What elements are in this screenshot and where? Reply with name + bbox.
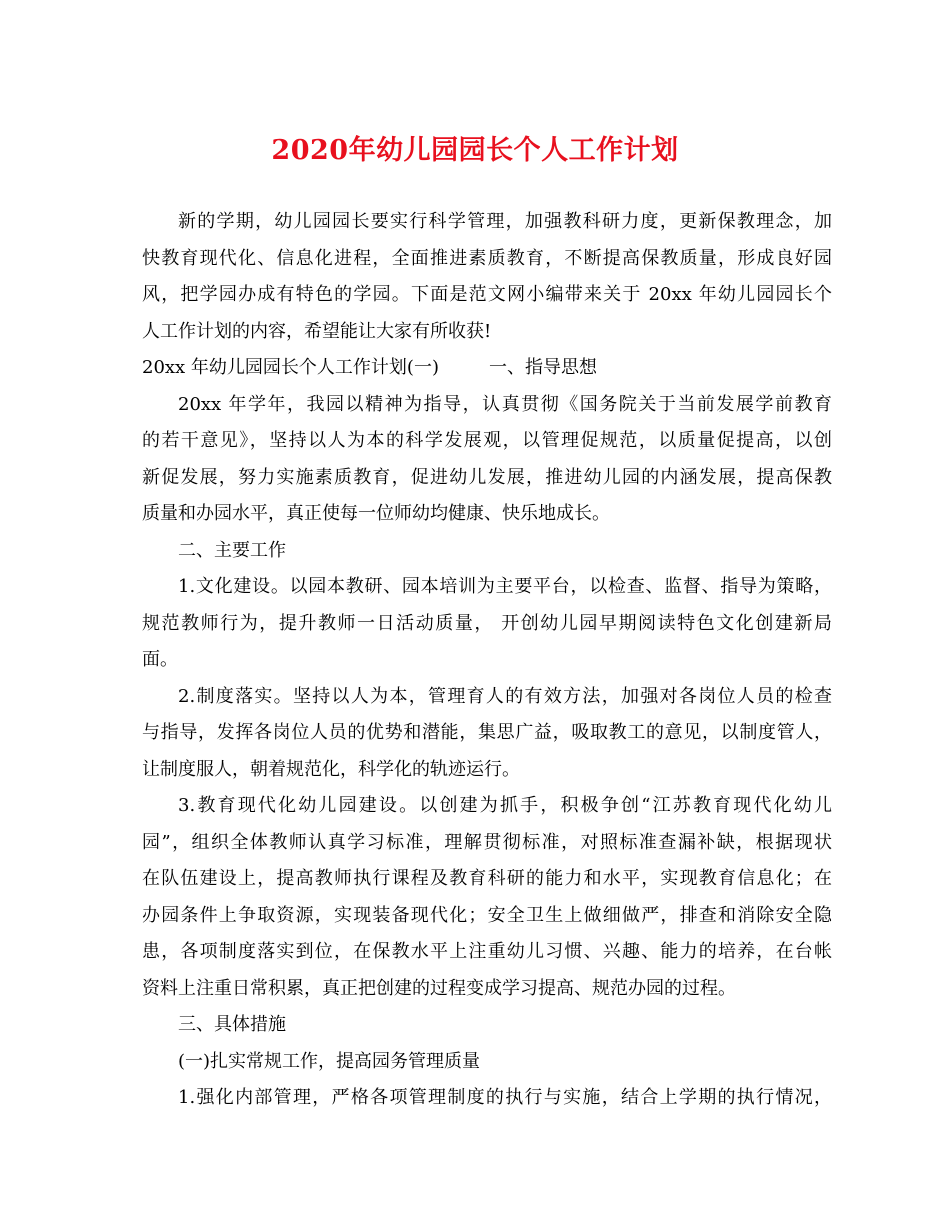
- paragraph-line: 人工作计划的内容，希望能让大家有所收获!: [142, 320, 492, 342]
- paragraph-line: 1.文化建设。以园本教研、园本培训为主要平台，以检查、监督、指导为策略，: [178, 576, 832, 597]
- paragraph-line: 与指导，发挥各岗位人员的优势和潜能，集思广益，吸取教工的意见，以制度管人，: [142, 722, 832, 743]
- document-title: 2020年幼儿园园长个人工作计划: [271, 135, 679, 166]
- paragraph-line: 患，各项制度落实到位，在保教水平上注重幼儿习惯、兴趣、能力的培养，在台帐: [142, 941, 832, 962]
- document-body: [142, 204, 832, 1117]
- paragraph-line: 让制度服人，朝着规范化，科学化的轨迹运行。: [142, 758, 520, 780]
- paragraph-line: 面。: [142, 649, 178, 670]
- section-line: [142, 350, 832, 387]
- paragraph-line: 质量和办园水平，真正使每一位师幼均健康、快乐地成长。: [142, 503, 610, 524]
- paragraph-line: 新的学期，幼儿园园长要实行科学管理，加强教科研力度，更新保教理念，加: [178, 211, 832, 232]
- paragraph-line: 风，把学园办成有特色的学园。下面是范文网小编带来关于 20xx 年幼儿园园长个: [142, 284, 832, 305]
- paragraph-line: 3.教育现代化幼儿园建设。以创建为抓手，积极争创“江苏教育现代化幼儿: [178, 795, 832, 816]
- paragraph-line: 20xx 年学年，我园以精神为指导，认真贯彻《国务院关于当前发展学前教育: [178, 393, 832, 415]
- paragraph-line: 园”，组织全体教师认真学习标准，理解贯彻标准，对照标准查漏补缺，根据现状: [142, 831, 832, 853]
- section-heading: 一、指导思想: [488, 357, 597, 378]
- paragraph-line: 规范教师行为，提升教师一日活动质量， 开创幼儿园早期阅读特色文化创建新局: [142, 612, 832, 634]
- paragraph-line: 快教育现代化、信息化进程，全面推进素质教育，不断提高保教质量，形成良好园: [142, 247, 832, 269]
- paragraph-line: 资料上注重日常积累，真正把创建的过程变成学习提高、规范办园的过程。: [142, 977, 736, 999]
- paragraph-line: 1.强化内部管理，严格各项管理制度的执行与实施，结合上学期的执行情况，: [178, 1087, 832, 1108]
- paragraph-line: 新促发展，努力实施素质教育，促进幼儿发展，推进幼儿园的内涵发展，提高保教: [142, 466, 832, 488]
- subsection-heading: (一)扎实常规工作，提高园务管理质量: [178, 1050, 481, 1072]
- section-heading: 三、具体措施: [178, 1014, 286, 1035]
- plan-heading: 20xx 年幼儿园园长个人工作计划(一): [142, 357, 439, 378]
- section-heading: 二、主要工作: [178, 539, 286, 561]
- paragraph-line: 的若干意见》，坚持以人为本的科学发展观，以管理促规范，以质量促提高，以创: [142, 430, 832, 451]
- paragraph-line: 在队伍建设上，提高教师执行课程及教育科研的能力和水平，实现教育信息化；在: [142, 868, 832, 889]
- paragraph-line: 办园条件上争取资源，实现装备现代化；安全卫生上做细做严，排查和消除安全隐: [142, 904, 832, 926]
- paragraph-line: 2.制度落实。坚持以人为本，管理育人的有效方法，加强对各岗位人员的检查: [178, 685, 832, 707]
